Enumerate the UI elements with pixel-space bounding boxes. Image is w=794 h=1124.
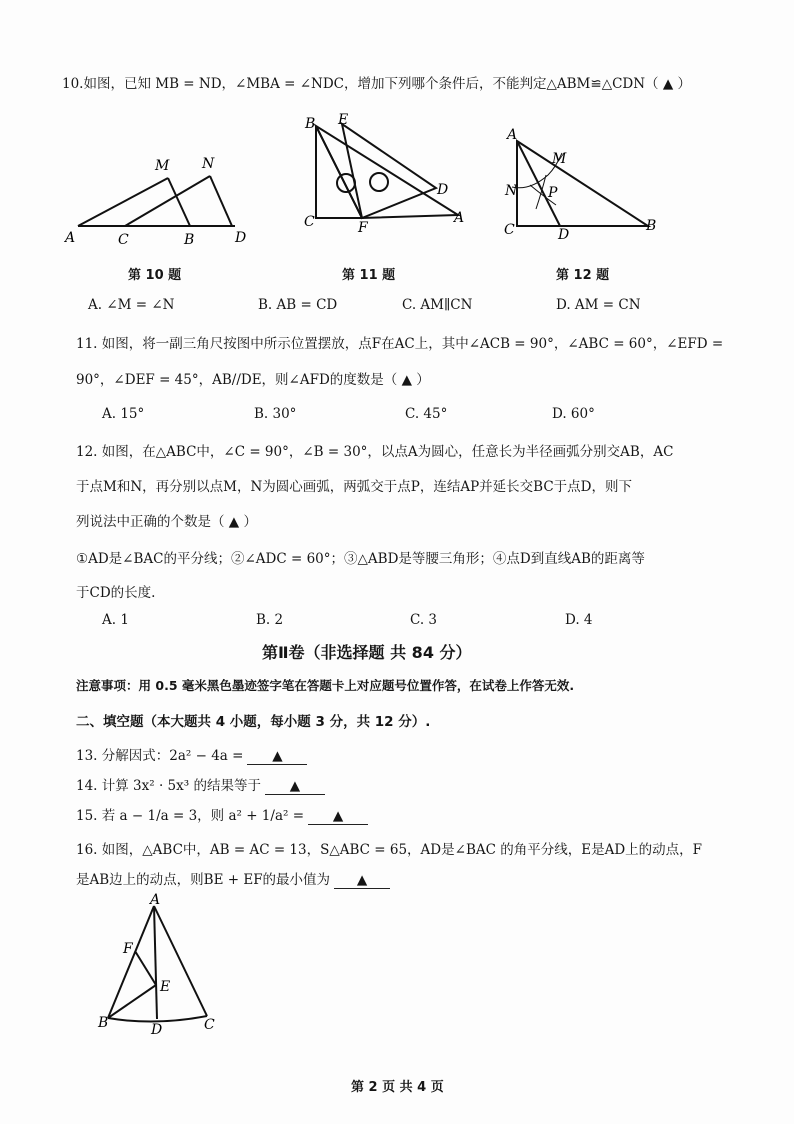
figure-16	[95, 893, 230, 1041]
fig12-label-d: D	[558, 227, 570, 240]
fig12-label-a: A	[507, 127, 518, 143]
q13-text: 13. 分解因式：2a² − 4a =	[76, 748, 244, 764]
q14	[76, 774, 325, 795]
q10-option-c: C. AM∥CN	[402, 297, 473, 313]
q12-option-c: C. 3	[410, 612, 438, 628]
part2-notice	[76, 676, 574, 694]
fig12-label-c: C	[504, 222, 515, 238]
fig16-label-f: F	[123, 941, 133, 957]
q10-option-b: B. AB = CD	[258, 297, 338, 313]
q11-option-d: D. 60°	[552, 406, 595, 422]
caption-fig11: 第 11 题	[342, 268, 396, 283]
q13-blank: ▲	[247, 748, 307, 765]
q15-blank: ▲	[308, 808, 368, 825]
q16-blank: ▲	[334, 872, 390, 889]
q12-line3: 列说法中正确的个数是（ ▲ ）	[76, 514, 257, 530]
fig16-label-a: A	[150, 893, 161, 908]
figure-10	[60, 150, 260, 250]
fig11-label-d: D	[437, 182, 449, 198]
fig11-label-a: A	[454, 210, 465, 226]
fig10-label-c: C	[118, 232, 129, 248]
q12-option-a: A. 1	[102, 612, 129, 628]
fig11-label-b: B	[305, 116, 316, 132]
fig12-label-n: N	[505, 183, 518, 199]
q15-text: 15. 若 a − 1/a = 3，则 a² + 1/a² =	[76, 808, 305, 824]
q10-option-a: A. ∠M = ∠N	[88, 297, 175, 313]
q11-option-b: B. 30°	[254, 406, 297, 422]
notice-text: 用 0.5 毫米黑色墨迹签字笔在答题卡上对应题号位置作答，在试卷上作答无效.	[138, 678, 575, 693]
fig16-label-d: D	[151, 1022, 163, 1038]
page-footer: 第 2 页 共 4 页	[351, 1080, 444, 1095]
q12-option-b: B. 2	[256, 612, 284, 628]
fig16-label-e: E	[160, 979, 171, 995]
q16-line2-row	[76, 868, 390, 889]
q16-line2: 是AB边上的动点，则BE + EF的最小值为	[76, 872, 331, 888]
fig11-label-e: E	[338, 112, 349, 128]
fig12-label-p: P	[548, 185, 558, 201]
q13	[76, 744, 307, 765]
q11-line1: 11. 如图，将一副三角尺按图中所示位置摆放，点F在AC上，其中∠ACB = 90°，∠ABC = 60°，∠EFD =	[76, 336, 724, 352]
fig10-label-b: B	[184, 232, 195, 248]
q11-line2: 90°，∠DEF = 45°，AB//DE，则∠AFD的度数是（ ▲ ）	[76, 372, 430, 388]
fig10-label-d: D	[235, 230, 247, 246]
fig16-label-b: B	[98, 1015, 109, 1031]
notice-label: 注意事项：	[76, 678, 139, 693]
q12-line1: 12. 如图，在△ABC中，∠C = 90°，∠B = 30°，以点A为圆心，任意长为半径画弧分别交AB，AC	[76, 444, 674, 460]
figure-11	[300, 112, 470, 237]
q14-text: 14. 计算 3x² · 5x³ 的结果等于	[76, 778, 261, 794]
q12-line4: ①AD是∠BAC的平分线；②∠ADC = 60°；③△ABD是等腰三角形；④点D到直线AB的距离等	[76, 551, 645, 567]
fig16-label-c: C	[204, 1017, 215, 1033]
fig12-label-m: M	[552, 151, 567, 167]
caption-fig10: 第 10 题	[128, 268, 182, 283]
q11-option-a: A. 15°	[102, 406, 145, 422]
fig10-label-a: A	[65, 230, 76, 246]
q10-stem: 10.如图，已知 MB = ND，∠MBA = ∠NDC，增加下列哪个条件后，不能判定△ABM≌△CDN（ ▲ ）	[62, 76, 692, 92]
q12-line5: 于CD的长度.	[76, 585, 156, 601]
figure-12	[500, 125, 660, 240]
fig11-label-f: F	[358, 220, 368, 236]
fig10-label-n: N	[202, 156, 215, 172]
q10-option-d: D. AM = CN	[556, 297, 641, 313]
fill-section-header: 二、填空题（本大题共 4 小题，每小题 3 分，共 12 分）.	[76, 714, 431, 730]
fig10-label-m: M	[155, 158, 170, 174]
part2-title: 第Ⅱ卷（非选择题 共 84 分）	[262, 643, 472, 662]
q15	[76, 804, 368, 825]
fig12-label-b: B	[646, 218, 657, 234]
caption-fig12: 第 12 题	[556, 268, 610, 283]
fig11-label-c: C	[304, 214, 315, 230]
q11-option-c: C. 45°	[405, 406, 448, 422]
q12-option-d: D. 4	[565, 612, 593, 628]
q14-blank: ▲	[265, 778, 325, 795]
q16-line1: 16. 如图，△ABC中，AB = AC = 13，S△ABC = 65，AD是∠BAC 的角平分线，E是AD上的动点，F	[76, 842, 703, 858]
q12-line2: 于点M和N，再分别以点M，N为圆心画弧，两弧交于点P，连结AP并延长交BC于点D，则下	[76, 479, 633, 495]
